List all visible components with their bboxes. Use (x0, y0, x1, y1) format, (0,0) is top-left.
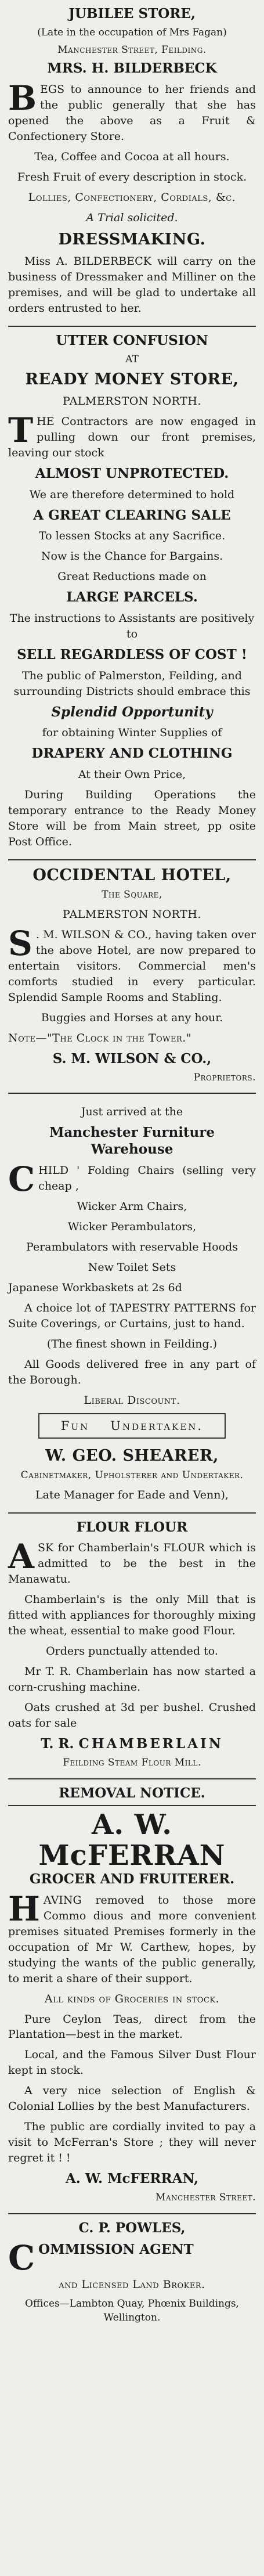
hotel-body: . M. WILSON & CO., having taken over the above Hotel, are now prepared to entertain visitors. Commercial men's comforts studied in every particular. Splendid Sample Rooms and Stabling. (8, 928, 256, 1004)
hotel-text (8, 924, 256, 1006)
drop-cap: C (8, 2241, 35, 2272)
divider (8, 1093, 256, 1094)
place-line: PALMERSTON NORTH. (63, 395, 201, 408)
divider (8, 1512, 256, 1514)
agent-line (8, 2242, 256, 2272)
flour-ask-text (8, 1537, 256, 1587)
occupation-note: (Late in the occupation of Mrs Fagan) (37, 26, 227, 38)
determined-line: We are therefore determined to hold (29, 488, 235, 501)
divider (8, 1805, 256, 1806)
english-text: A very nice selection of English & Colonial Lollies by the best Manufacturers. (8, 2084, 256, 2113)
mcferran-ad (8, 1783, 256, 2210)
wicker-line: Wicker Arm Chairs, (77, 1199, 187, 1213)
discount-line: Liberal Discount. (84, 1393, 180, 1407)
drapery-headline: DRAPERY AND CLOTHING (31, 745, 233, 762)
drop-cap: T (8, 410, 34, 451)
japanese-line: Japanese Workbaskets at 2s 6d (8, 1281, 182, 1294)
public-line: The public of Palmerston, Feilding, and surrounding Districts should embrace this (13, 669, 251, 698)
hotel-place: PALMERSTON NORTH. (63, 908, 201, 921)
fruit-line: Fresh Fruit of every description in stock. (17, 170, 247, 183)
ad-title: JUBILEE STORE, (68, 6, 196, 21)
removal-notice: REMOVAL NOTICE. (59, 1785, 205, 1801)
prams-line: Wicker Perambulators, (67, 1220, 197, 1233)
oats-text: Oats crushed at 3d per bushel. Crushed oats for sale (8, 1701, 256, 1730)
announcement-text (8, 78, 256, 145)
trial-line: A Trial solicited. (86, 211, 178, 224)
shearer-trade: Cabinetmaker, Upholsterer and Undertaker. (20, 1469, 244, 1481)
unprotected-line: ALMOST UNPROTECTED. (35, 465, 229, 481)
contractors-body: HE Contractors are now engaged in pulling down our front premises, leaving our stock (8, 415, 256, 459)
ceylon-text: Pure Ceylon Teas, direct from the Plantation—best in the market. (8, 2012, 256, 2041)
mcferran-trade: GROCER AND FRUITERER. (29, 1871, 235, 1887)
mcferran-name: A. W. McFERRAN (38, 1808, 226, 1872)
hotel-title: OCCIDENTAL HOTEL, (32, 866, 232, 884)
agent-body: OMMISSION AGENT (38, 2241, 194, 2257)
jubilee-store-ad (8, 3, 256, 322)
drop-cap: S (8, 924, 32, 964)
shearer-ad (8, 1444, 256, 1509)
instructions-line: The instructions to Assistants are positively to (9, 612, 255, 641)
price-line: At their Own Price, (78, 768, 186, 781)
mcferran-street: Manchester Street. (155, 2191, 256, 2203)
chairs-text (8, 1159, 256, 1199)
lessen-line: To lessen Stocks at any Sacrifice. (38, 529, 226, 543)
dressmaking-title: DRESSMAKING. (58, 230, 206, 248)
divider (8, 326, 256, 327)
drop-cap: B (8, 78, 37, 118)
powles-name: C. P. POWLES, (78, 2220, 186, 2236)
orders-line: Orders punctually attended to. (46, 1645, 218, 1658)
having-body: AVING removed to those more Commo dious and more convenient premises situated Premises formerly in the occupation of Mr W. Carthew, hopes, by studying the wants of the public generally, to merit a share of their support. (8, 1893, 256, 1985)
offices-line: Offices—Lambton Quay, Phœnix Buildings, Wellington. (25, 2297, 239, 2323)
sig-name: CHAMBERLAIN (78, 1736, 223, 1752)
fun-label: Fun (60, 1418, 90, 1433)
fun-undertaken-box (38, 1413, 226, 1439)
ready-money-store-ad (8, 330, 256, 856)
contractors-text (8, 410, 256, 461)
powles-ad (8, 2218, 256, 2330)
having-text (8, 1889, 256, 1987)
tapestry-text: A choice lot of TAPESTRY PATTERNS for Suite Coverings, or Curtains, just to hand. (8, 1301, 256, 1330)
sell-headline: SELL REGARDLESS OF COST ! (17, 646, 247, 662)
flour-ask-body: SK for Chamberlain's FLOUR which is admitted to be the best in the Manawatu. (8, 1541, 256, 1586)
divider (8, 2213, 256, 2214)
reductions-line: Great Reductions made on (57, 570, 207, 583)
chance-line: Now is the Chance for Bargains. (41, 550, 223, 563)
address-line: Manchester Street, Feilding. (57, 44, 207, 56)
building-text: During Building Operations the temporary entrance to the Ready Money Store will be from Main street, pp osite Post Office. (8, 788, 256, 849)
parcels-line: LARGE PARCELS. (66, 589, 198, 606)
flour-title: FLOUR FLOUR (76, 1519, 188, 1535)
dressmaking-text: Miss A. BILDERBECK will carry on the business of Dressmaker and Milliner on the premises, and will be glad to undertake all orders entrusted to her. (8, 255, 256, 315)
mcferran-signature: A. W. McFERRAN, (65, 2171, 199, 2187)
lollies-line: Lollies, Confectionery, Cordials, &c. (28, 190, 236, 204)
chamberlain-signature (8, 1736, 256, 1753)
announcement-body: EGS to announce to her friends and the public generally that she has opened the above as a Fruit & Confectionery Store. (8, 83, 256, 143)
hotel-square: The Square, (102, 889, 162, 901)
buggies-line: Buggies and Horses at any hour. (41, 1011, 223, 1024)
drop-cap: C (8, 1159, 35, 1199)
arrived-line: Just arrived at the (81, 1105, 183, 1119)
owner-name: MRS. H. BILDERBECK (47, 60, 217, 77)
undertaken-label: Undertaken. (110, 1418, 204, 1433)
shearer-manager: Late Manager for Eade and Venn), (35, 1488, 229, 1501)
hoods-line: Perambulators with reservable Hoods (26, 1240, 238, 1253)
broker-line: and Licensed Land Broker. (59, 2278, 205, 2291)
drop-cap: A (8, 1537, 35, 1577)
occidental-hotel-ad (8, 864, 256, 1089)
public-invite-text: The public are cordially invited to pay a visit to McFerran's Store ; they will never regret it ! ! (8, 2120, 256, 2165)
delivered-text: All Goods delivered free in any part of the Borough. (8, 1357, 256, 1386)
drop-cap: H (8, 1889, 40, 1929)
headline-confusion: UTTER CONFUSION (56, 333, 208, 349)
divider (8, 1778, 256, 1779)
finest-line: (The finest shown in Feilding.) (46, 1337, 218, 1350)
clock-note: Note—"The Clock in the Tower." (8, 1031, 192, 1044)
mill-name: Feilding Steam Flour Mill. (63, 1756, 201, 1768)
toilet-line: New Toilet Sets (88, 1260, 176, 1274)
furniture-warehouse-ad (8, 1097, 256, 1444)
headline-store: READY MONEY STORE, (25, 370, 239, 388)
chamberlain-flour-ad (8, 1517, 256, 1775)
sig-initials: T. R. (41, 1736, 74, 1752)
shearer-name: W. GEO. SHEARER, (45, 1446, 219, 1465)
opportunity-line: Splendid Opportunity (51, 704, 213, 720)
proprietors-label: Proprietors. (193, 1071, 256, 1083)
obtaining-line: for obtaining Winter Supplies of (42, 726, 222, 740)
proprietors-name: S. M. WILSON & CO., (52, 1050, 212, 1067)
dust-text: Local, and the Famous Silver Dust Flour kept in stock. (8, 2048, 256, 2077)
mill-text: Chamberlain's is the only Mill that is fitted with appliances for thoroughly mixing the wheat, essential to make good Flour. (8, 1593, 256, 1638)
sale-headline: A GREAT CLEARING SALE (33, 507, 231, 523)
started-text: Mr T. R. Chamberlain has now started a corn-crushing machine. (8, 1665, 256, 1694)
warehouse-title: Manchester Furniture Warehouse (49, 1125, 215, 1158)
headline-at: AT (125, 353, 139, 365)
groceries-line: All kinds of Groceries in stock. (44, 1992, 220, 2005)
chairs-body: HILD ' Folding Chairs (selling very cheap , (38, 1163, 256, 1192)
teas-line: Tea, Coffee and Cocoa at all hours. (34, 150, 230, 163)
divider (8, 859, 256, 860)
